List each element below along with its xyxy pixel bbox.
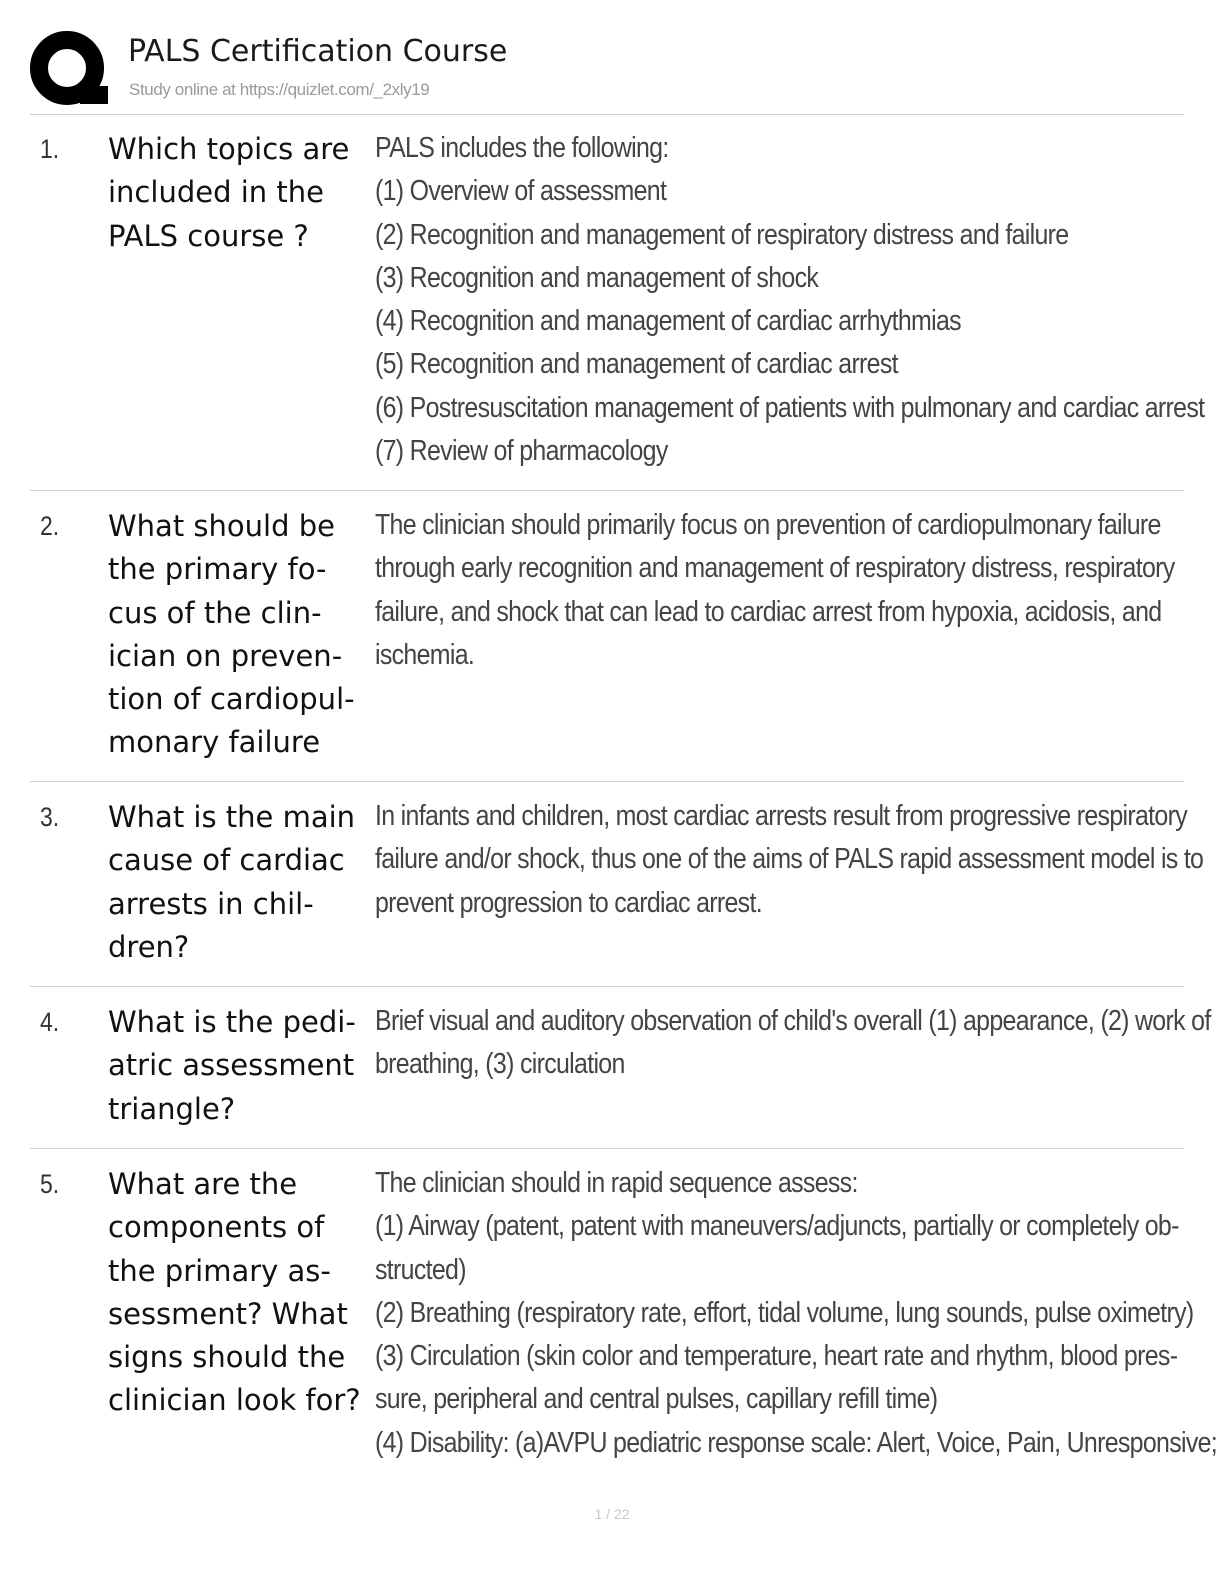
card-number: 1. — [40, 134, 60, 164]
term-line: Which topics are — [108, 132, 350, 166]
term-line: arrests in chil- — [108, 886, 314, 921]
definition-line: (1) Airway (patent, patent with maneuvers/adjuncts, partially or completely ob- — [375, 1210, 1179, 1243]
term-line: triangle? — [108, 1091, 236, 1126]
term-line: the primary as- — [108, 1253, 331, 1288]
term-line: the primary fo- — [108, 552, 327, 587]
definition-line: (3) Recognition and management of shock — [375, 261, 819, 294]
term-line: tion of cardiopul- — [108, 682, 355, 717]
definition-line: (4) Recognition and management of cardiac arrhythmias — [375, 305, 961, 338]
definition-line: (2) Breathing (respiratory rate, effort, tidal volume, lung sounds, pulse oximetry) — [375, 1296, 1194, 1329]
term-line: What is the pedi- — [108, 1005, 356, 1039]
definition-line: (2) Recognition and management of respiratory distress and failure — [375, 218, 1069, 251]
definition-line: PALS includes the following: — [375, 132, 669, 164]
definition-line: (5) Recognition and management of cardiac arrest — [375, 348, 898, 381]
flashcard — [30, 114, 1205, 491]
flashcard — [30, 782, 1204, 987]
term-line: atric assessment — [108, 1048, 355, 1083]
term-line: signs should the — [108, 1340, 346, 1375]
term-line: What should be — [108, 509, 335, 543]
definition-line: In infants and children, most cardiac arrests result from progressive respiratory — [375, 800, 1187, 832]
card-number: 4. — [40, 1007, 60, 1037]
definition-line: failure, and shock that can lead to cardiac arrest from hypoxia, acidosis, and — [375, 595, 1162, 628]
definition-line: ischemia. — [375, 638, 475, 671]
document-header — [30, 28, 1184, 115]
flashcard-list — [30, 114, 1218, 1509]
definition-line: Brief visual and auditory observation of child's overall (1) appearance, (2) work of — [375, 1005, 1211, 1037]
card-term — [108, 796, 370, 969]
term-line: What is the main — [108, 800, 356, 834]
card-number: 3. — [40, 802, 60, 832]
flashcard — [30, 1149, 1218, 1509]
card-term — [108, 1001, 370, 1131]
definition-line: prevent progression to cardiac arrest. — [375, 886, 762, 919]
definition-line: (4) Disability: (a)AVPU pediatric response scale: Alert, Voice, Pain, Unresponsive; — [375, 1426, 1218, 1459]
definition-line: through early recognition and management of respiratory distress, respiratory — [375, 552, 1175, 585]
term-line: monary failure — [108, 725, 321, 760]
term-line: cause of cardiac — [108, 843, 345, 878]
document-title: PALS Certification Course — [128, 34, 508, 69]
term-line: PALS course ? — [108, 218, 309, 253]
quizlet-logo-icon — [30, 30, 108, 108]
definition-line: (6) Postresuscitation management of patients with pulmonary and cardiac arrest — [375, 391, 1205, 424]
card-definition — [375, 1000, 1211, 1087]
term-line: cus of the clin- — [108, 595, 322, 630]
card-definition — [375, 795, 1203, 925]
definition-line: sure, peripheral and central pulses, capillary refill time) — [375, 1383, 938, 1416]
card-number: 2. — [40, 511, 60, 541]
term-line: sessment? What — [108, 1296, 348, 1331]
term-line: What are the — [108, 1167, 298, 1201]
card-number: 5. — [40, 1169, 60, 1199]
card-term — [108, 505, 370, 765]
document-subtitle: Study online at https://quizlet.com/_2xly19 — [129, 80, 430, 99]
term-line: ician on preven- — [108, 638, 343, 673]
term-line: components of — [108, 1210, 325, 1245]
definition-line: failure and/or shock, thus one of the aims of PALS rapid assessment model is to — [375, 843, 1204, 876]
page-indicator: 1 / 22 — [594, 1506, 630, 1522]
definition-line: The clinician should primarily focus on prevention of cardiopulmonary failure — [375, 509, 1161, 541]
term-line: dren? — [108, 929, 190, 964]
definition-line: (3) Circulation (skin color and temperature, heart rate and rhythm, blood pres- — [375, 1340, 1178, 1373]
flashcard — [30, 491, 1184, 782]
term-line: included in the — [108, 175, 324, 210]
card-term — [108, 1163, 370, 1423]
card-definition — [375, 1162, 1217, 1465]
card-term — [108, 128, 370, 258]
definition-line: (1) Overview of assessment — [375, 175, 667, 208]
card-definition — [375, 504, 1175, 677]
definition-line: The clinician should in rapid sequence assess: — [375, 1167, 858, 1199]
term-line: clinician look for? — [108, 1383, 361, 1418]
definition-line: structed) — [375, 1253, 466, 1286]
definition-line: breathing, (3) circulation — [375, 1048, 625, 1081]
flashcard — [30, 987, 1211, 1149]
definition-line: (7) Review of pharmacology — [375, 435, 668, 468]
card-definition — [375, 127, 1204, 473]
